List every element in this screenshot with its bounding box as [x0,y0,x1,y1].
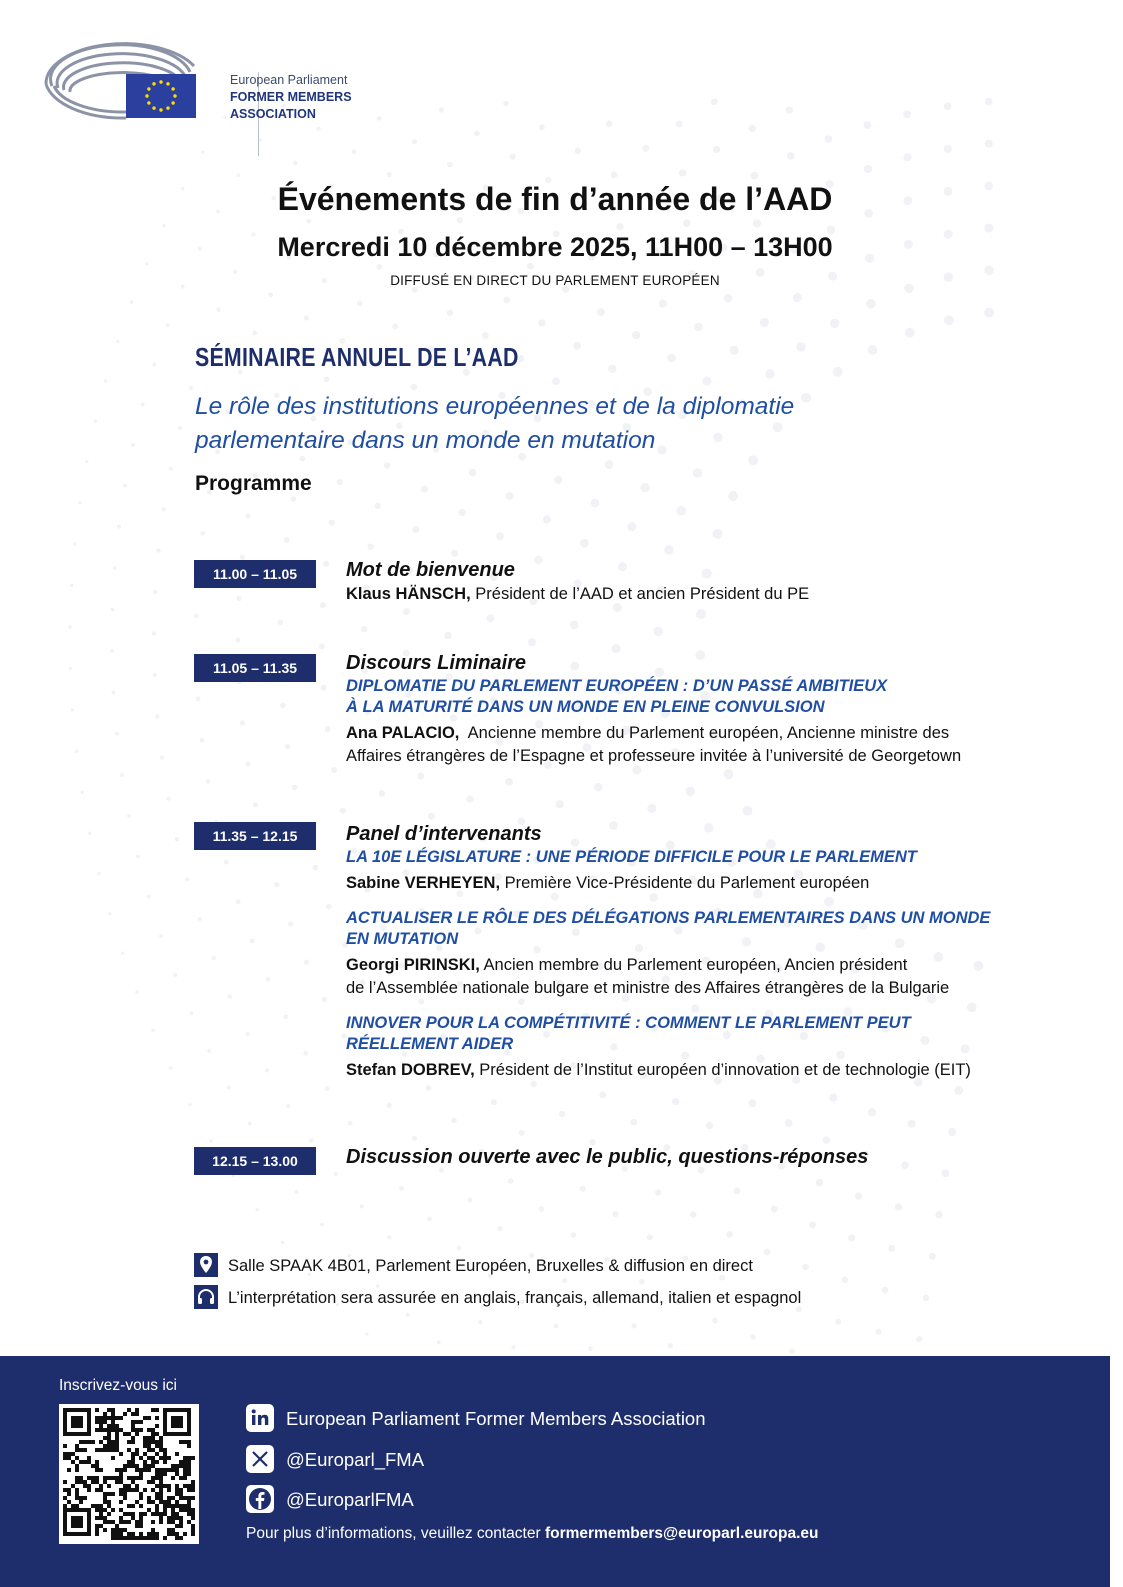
speaker-role: Affaires étrangères de l’Espagne et professeure invitée à l’université de Georgetown [346,747,962,765]
location-pin-icon [194,1253,218,1277]
interpretation-text: L’interprétation sera assurée en anglais, français, allemand, italien et espagnol [228,1289,802,1307]
linkedin-icon [246,1404,274,1432]
eu-star-icon [147,101,150,104]
topic-line: ACTUALISER LE RÔLE DES DÉLÉGATIONS PARLEMENTAIRES DANS UN MONDE [346,909,991,927]
topic-line: DIPLOMATIE DU PARLEMENT EUROPÉEN : D’UN PASSÉ AMBITIEUX [346,677,888,695]
topic-title [346,847,1066,868]
registration-qr-code[interactable] [59,1404,199,1544]
logo-line1: European Parliament [230,73,348,87]
time-badge: 12.15 – 13.00 [194,1147,316,1175]
time-badge: 11.35 – 12.15 [194,822,316,850]
session-title: Discours Liminaire [346,652,527,674]
speaker-role: Ancienne membre du Parlement européen, Ancienne ministre des [459,724,950,742]
twitter-text: @Europarl_FMA [286,1449,425,1470]
topic-title [346,908,1066,950]
eu-star-icon [171,101,174,104]
contact-line [246,1525,818,1543]
seminar-heading: SÉMINAIRE ANNUEL DE L’AAD [195,342,519,372]
location-text: Salle SPAAK 4B01, Parlement Européen, Bruxelles & diffusion en direct [228,1257,753,1275]
agenda-item-welcome [346,557,1066,606]
contact-email[interactable]: formermembers@europarl.europa.eu [544,1525,819,1542]
broadcast-note: DIFFUSÉ EN DIRECT DU PARLEMENT EUROPÉEN [390,273,720,288]
agenda-item-discussion [346,1144,1066,1170]
topic-line: RÉELLEMENT AIDER [346,1035,514,1053]
eu-star-icon [166,82,169,85]
event-title: Événements de fin d’année de l’AAD [277,181,833,217]
speaker-name: Georgi PIRINSKI, [346,956,480,974]
speaker-name: Ana PALACIO, [346,724,460,742]
speaker-role: Première Vice-Présidente du Parlement européen [500,874,870,892]
parliament-hemicycle-icon [44,36,204,126]
agenda-item-panel [346,821,1066,1082]
speaker-line [346,722,1066,768]
speaker-line [346,1059,1066,1082]
subtitle-line: parlementaire dans un monde en mutation [195,427,656,454]
eu-star-icon [171,87,174,90]
seminar-subtitle [195,390,995,458]
x-twitter-icon [246,1445,274,1473]
topic-title [346,676,1066,718]
agenda-item-keynote [346,650,1066,768]
eu-star-icon [145,94,148,97]
speaker-role: Ancien membre du Parlement européen, Ancien président [479,956,908,974]
time-badge: 11.00 – 11.05 [194,560,316,588]
topic-line: INNOVER POUR LA COMPÉTITIVITÉ : COMMENT LE PARLEMENT PEUT [346,1014,911,1032]
session-title: Panel d’intervenants [346,823,542,845]
speaker-name: Klaus HÄNSCH, [346,585,471,603]
subtitle-line: Le rôle des institutions européennes et de la diplomatie [195,393,795,420]
facebook-text: @EuroparlFMA [286,1489,414,1510]
logo-line3: ASSOCIATION [230,107,316,121]
speaker-role: Président de l’Institut européen d’innovation et de technologie (EIT) [474,1061,971,1079]
speaker-line [346,872,1066,895]
register-label: Inscrivez-vous ici [59,1377,177,1394]
linkedin-text: European Parliament Former Members Association [286,1408,706,1429]
logo-text [230,72,352,123]
eu-star-icon [173,94,176,97]
headphones-icon [194,1285,218,1309]
eu-star-icon [159,80,162,83]
contact-prefix: Pour plus d’informations, veuillez contacter [246,1525,545,1542]
eu-star-icon [147,87,150,90]
topic-title [346,1013,1066,1055]
speaker-role: de l’Assemblée nationale bulgare et ministre des Affaires étrangères de la Bulgarie [346,979,950,997]
eu-star-icon [159,108,162,111]
speaker-line [346,583,1066,606]
programme-label: Programme [195,472,312,495]
topic-line: À LA MATURITÉ DANS UN MONDE EN PLEINE CONVULSION [346,698,825,716]
eu-star-icon [166,106,169,109]
session-title: Discussion ouverte avec le public, questions-réponses [346,1146,869,1168]
speaker-name: Stefan DOBREV, [346,1061,475,1079]
time-badge: 11.05 – 11.35 [194,654,316,682]
topic-line: EN MUTATION [346,930,459,948]
session-title: Mot de bienvenue [346,559,515,581]
facebook-icon [246,1485,274,1513]
event-date: Mercredi 10 décembre 2025, 11H00 – 13H00 [277,232,833,262]
eu-star-icon [152,106,155,109]
eu-star-icon [152,82,155,85]
speaker-role: Président de l’AAD et ancien Président du PE [470,585,810,603]
speaker-line [346,954,1066,1000]
logo-line2: FORMER MEMBERS [230,90,352,104]
footer [0,1356,1110,1587]
speaker-name: Sabine VERHEYEN, [346,874,501,892]
ep-fma-logo [44,36,364,126]
topic-line: LA 10E LÉGISLATURE : UNE PÉRIODE DIFFICILE POUR LE PARLEMENT [346,848,917,866]
